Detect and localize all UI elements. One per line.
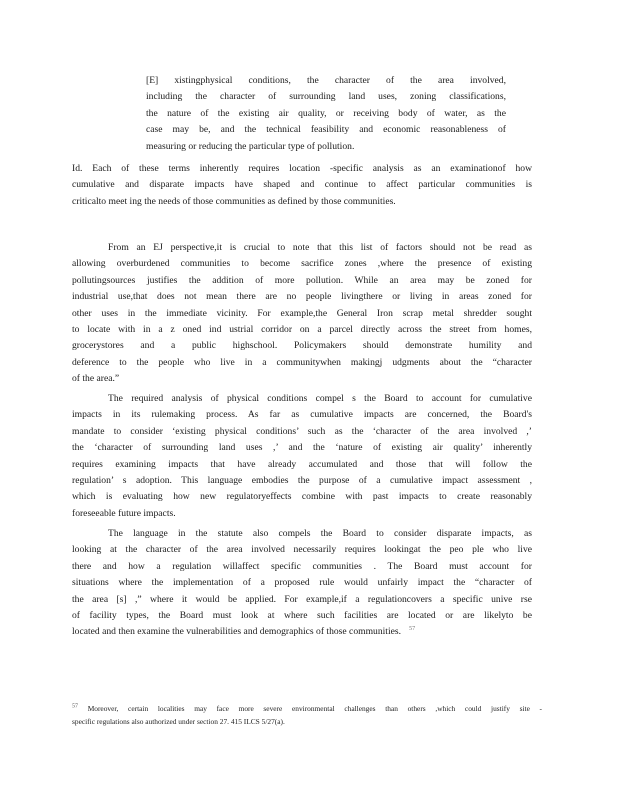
text-line: to locate with in a z oned ind ustrial corridor on a parcel directly across the street from homes, [72, 324, 532, 336]
text-line: other uses in the immediate vicinity. For example,the General Iron scrap metal shredder sought [72, 307, 532, 319]
text-line: cumulative and disparate impacts have shaped and continue to affect particular communities is [72, 179, 532, 191]
text-line: Id. Each of these terms inherently requires location -specific analysis as an examinationof how [72, 163, 532, 174]
disparate-impacts-paragraph [72, 526, 532, 641]
text-line: the area [s] ,” where it would be applied. For example,if a regulationcovers a specific unive rse [72, 593, 532, 605]
footnote-text: Moreover, certain localities may face more severe environmental challenges than others ,which could justify site - [87, 704, 542, 713]
quote-line: the nature of the existing air quality, or receiving body of water, as the [146, 107, 506, 119]
text-line: located and then examine the vulnerabilities and demographics of those communities. [72, 626, 402, 638]
text-line-with-footnote [72, 624, 532, 640]
text-line: From an EJ perspective,it is crucial to note that this list of factors should not be read as [108, 242, 532, 253]
footnote-marker: 57 [72, 703, 78, 710]
footnote-reference[interactable]: 57 [409, 625, 416, 633]
statute-block-quote [146, 73, 506, 155]
id-citation-paragraph [72, 161, 532, 210]
text-line: situations where the implementation of a proposed rule would unfairly impact the “character of [72, 577, 532, 589]
text-line: there and how a regulation willaffect specific communities . The Board must account for [72, 560, 532, 572]
text-line: mandate to consider ‘existing physical conditions’ such as the ‘character of the area involved ,’ [72, 425, 532, 437]
text-line: The language in the statute also compels the Board to consider disparate impacts, as [108, 528, 532, 539]
quote-line: case may be, and the technical feasibility and economic reasonableness of [146, 124, 506, 136]
text-line: deference to the people who live in a communitywhen makingj udgments about the “character [72, 356, 532, 368]
text-line: grocerystores and a public highschool. Policymakers should demonstrate humility and [72, 340, 532, 352]
text-line: pollutingsources justifies the addition of more pollution. While an area may be zoned for [72, 274, 532, 286]
text-line: allowing overburdened communities to become sacrifice zones ,where the presence of existing [72, 258, 532, 270]
footnote-line: specific regulations also authorized under section 27. 415 ILCS 5/27(a). [72, 716, 285, 726]
text-line: requires examining impacts that have already accumulated and those that will follow the [72, 458, 532, 470]
text-line: which is evaluating how new regulatoryeffects combine with past impacts to create reasonably [72, 491, 532, 503]
text-line: of facility types, the Board must look at where such facilities are located or are likelyto be [72, 610, 532, 622]
text-line: regulation’ s adoption. This language embodies the purpose of a cumulative impact assessment , [72, 475, 532, 487]
text-line: foreseeable future impacts. [72, 507, 176, 519]
quote-line: including the character of surrounding land uses, zoning classifications, [146, 91, 506, 103]
text-line: the ‘character of surrounding land uses ,’ and the ‘nature of existing air quality’ inherently [72, 442, 532, 454]
physical-conditions-paragraph [72, 391, 532, 522]
ej-perspective-paragraph [72, 240, 532, 388]
text-line: impacts in its rulemaking process. As far as cumulative impacts are concerned, the Board's [72, 409, 532, 421]
footnote-line [72, 703, 542, 716]
text-line: industrial use,that does not mean there are no people livingthere or living in areas zoned for [72, 291, 532, 303]
quote-line: [E] xistingphysical conditions, the character of the area involved, [146, 75, 506, 86]
text-line: The required analysis of physical conditions compel s the Board to account for cumulative [108, 393, 532, 404]
text-line: criticalto meet ing the needs of those communities as defined by those communities. [72, 195, 396, 207]
quote-line: measuring or reducing the particular type of pollution. [146, 140, 355, 152]
text-line: of the area.” [72, 373, 120, 385]
text-line: looking at the character of the area involved necessarily requires lookingat the peo ple who live [72, 544, 532, 556]
footnote-57 [72, 703, 542, 729]
